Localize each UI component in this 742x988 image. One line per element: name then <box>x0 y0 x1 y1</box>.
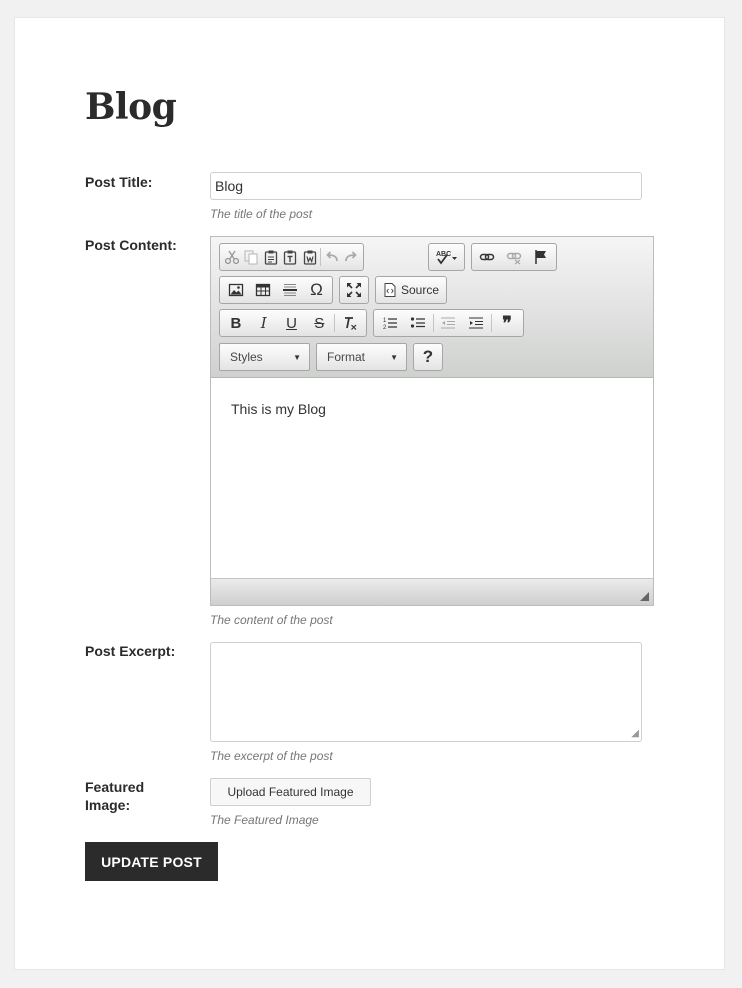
post-excerpt-textarea[interactable] <box>210 642 642 742</box>
post-excerpt-label: Post Excerpt: <box>85 643 176 659</box>
editor-toolbar <box>211 237 653 378</box>
dropdown-arrow-icon: ▼ <box>293 353 301 362</box>
page-title: Blog <box>85 86 177 128</box>
help-icon[interactable]: ? <box>422 347 434 366</box>
links-group <box>471 243 557 271</box>
insert-group <box>219 276 333 304</box>
strikethrough-icon[interactable]: S <box>314 314 325 332</box>
post-content-hint: The content of the post <box>210 613 333 627</box>
paste-word-icon[interactable] <box>300 245 319 269</box>
cut-icon[interactable] <box>222 245 241 269</box>
spellcheck-group <box>428 243 465 271</box>
update-post-button[interactable]: UPDATE POST <box>85 842 218 881</box>
horizontal-line-icon[interactable] <box>276 278 303 302</box>
bulleted-list-icon[interactable] <box>404 311 432 335</box>
format-dropdown[interactable] <box>316 343 407 371</box>
svg-text:ABC: ABC <box>435 251 451 258</box>
post-title-label: Post Title: <box>85 174 153 190</box>
basicstyles-group <box>219 309 367 337</box>
toolbar-separator <box>433 314 434 332</box>
blockquote-icon[interactable]: ❞ <box>502 312 512 333</box>
source-label: Source <box>401 283 440 297</box>
undo-icon[interactable] <box>322 245 341 269</box>
post-content-label: Post Content: <box>85 237 177 253</box>
resize-handle-icon[interactable] <box>640 592 649 601</box>
copy-icon[interactable] <box>241 245 260 269</box>
featured-image-hint: The Featured Image <box>210 813 319 827</box>
featured-image-label <box>85 778 144 814</box>
underline-icon[interactable]: U <box>286 314 297 332</box>
link-icon[interactable] <box>474 245 501 269</box>
toolbar-separator <box>334 314 335 332</box>
bold-icon[interactable]: B <box>230 314 242 332</box>
featured-image-label-line2: Image: <box>85 797 131 813</box>
image-icon[interactable] <box>222 278 249 302</box>
redo-icon[interactable] <box>342 245 361 269</box>
unlink-icon[interactable] <box>501 245 528 269</box>
textarea-resize-icon[interactable]: ◢ <box>631 728 639 739</box>
dropdown-arrow-icon: ▼ <box>390 353 398 362</box>
indent-icon[interactable] <box>462 311 490 335</box>
post-title-input[interactable]: Blog <box>210 172 642 200</box>
table-icon[interactable] <box>249 278 276 302</box>
paragraph-group <box>373 309 524 337</box>
editor-content[interactable] <box>211 379 653 579</box>
source-group <box>375 276 447 304</box>
source-button[interactable] <box>378 283 445 297</box>
help-group <box>413 343 443 371</box>
editor-paragraph: This is my Blog <box>231 401 326 417</box>
maximize-icon[interactable] <box>342 278 366 302</box>
upload-featured-image-button[interactable]: Upload Featured Image <box>210 778 371 806</box>
anchor-flag-icon[interactable] <box>527 245 554 269</box>
maximize-group <box>339 276 369 304</box>
italic-icon[interactable]: I <box>260 314 267 332</box>
remove-format-icon[interactable] <box>336 311 364 335</box>
toolbar-separator <box>320 248 321 266</box>
svg-text:2: 2 <box>382 325 387 331</box>
rich-text-editor <box>210 236 654 606</box>
styles-dropdown[interactable] <box>219 343 310 371</box>
post-title-hint: The title of the post <box>210 207 313 221</box>
toolbar-separator <box>491 314 492 332</box>
editor-statusbar <box>211 578 653 605</box>
paste-text-icon[interactable] <box>280 245 299 269</box>
outdent-icon[interactable] <box>435 311 463 335</box>
paste-icon[interactable] <box>261 245 280 269</box>
post-excerpt-hint: The excerpt of the post <box>210 749 333 763</box>
numbered-list-icon[interactable] <box>376 311 404 335</box>
special-char-icon[interactable]: Ω <box>310 280 323 299</box>
spellcheck-icon[interactable] <box>431 245 462 269</box>
featured-image-label-line1: Featured <box>85 779 145 795</box>
styles-label: Styles <box>230 350 263 364</box>
source-icon <box>384 283 396 297</box>
clipboard-group <box>219 243 364 271</box>
svg-text:1: 1 <box>382 318 387 324</box>
format-label: Format <box>327 350 366 364</box>
